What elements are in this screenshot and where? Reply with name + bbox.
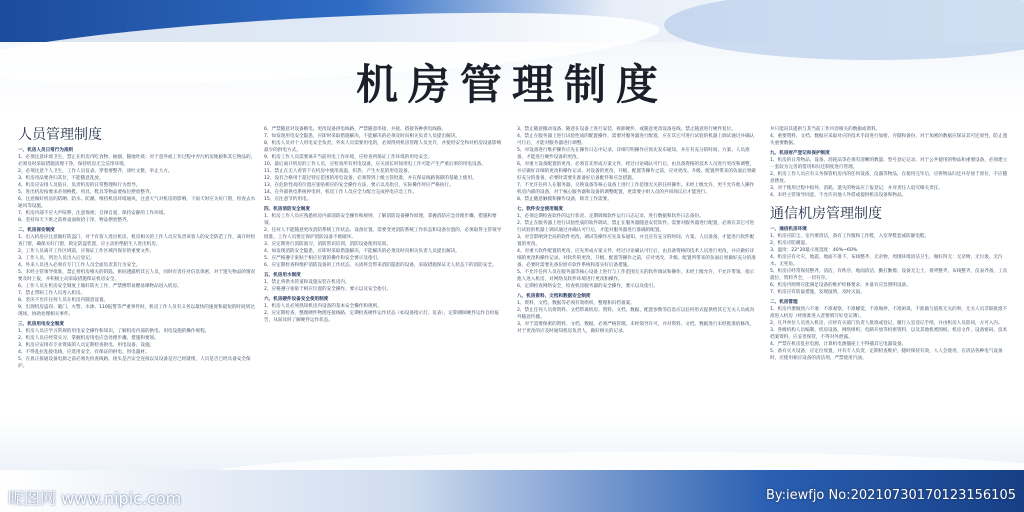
rule-item: 2、机房应防潮湿。 (770, 241, 810, 246)
rule-item: 2、应定期检查、整理硬件物理连接线路，定期检查硬件运作状态（如设备指示灯、仪表），定期调阅硬件运作自检报告，从而及时了解硬件运作状态。 (264, 311, 499, 323)
rule-item: 6、注意做好机房的防晒、防水、防潮、维持机房环境通风，注意天气对机房的影响，下雨天时应关好门窗，检查去水通风等设施。 (18, 197, 256, 209)
rule-item: 5、对设备进行维护操作应先在操作日志中记录，详细写明操作应预先发布通知，并应有充分的时间、方案、人员准备，才能进行硬件设备的更改。 (517, 148, 750, 160)
subsection-heading: 七、软件安全使用制度 (517, 207, 563, 212)
rule-item: 10、最后离开机房的工作人员，应检查所有用电设备，应关闭长时间用电工作可能产生严重后果的用电设备。 (264, 162, 486, 167)
rule-item: 2、机房人员应经常实习，掌握机房用电应急处理步骤、措施和要领。 (18, 336, 159, 341)
rule-item: 2、任何人不能随意更改消防系统工作状态、设备位置。需要变更消防系统工作状态和设备位置的，必须取得主管领导批准。工作人员要定保护消防设备不被破坏。 (264, 228, 502, 240)
rule-item: 9、出现机房盗窃、破门、火警、水渗、110报警等严重事件时，机房工作人员有义务以最快的速度和最短的时间到达现场，协助处理相关事件。 (18, 305, 255, 317)
rule-item: 1、机房应防尘，室内要清洁，备有工作服和工作鞋，入室穿鞋套或防静电鞋。 (770, 234, 930, 239)
rule-item: 1、必须定期检查软件的运行状况、定期调阅软件运行日志记录，进行数据和软件日志备份。 (517, 214, 704, 219)
rule-item: 6、机房内照明应能满足设备的维护检修要求，并备有应急照明设备。 (770, 283, 911, 288)
rule-item: 5、机房应经常保持整齐，清洁，有秩序，地面清洁，勤打勤擦，设备无尘土，排列整齐，布线整齐，仪表齐备，工具就位，资料齐全，一切有序。 (770, 269, 1008, 281)
rule-item: 1、机房工作人员应熟悉机房内部消防安全操作和规则，了解消防设备操作原理，掌握消防应急处理步骤、措施和要领。 (264, 214, 497, 226)
rule-item: 3、对会影响到全局的软件更改，调试等操作应先发布通知，并且应有充分的时间、方案、人员准备，才能进行软件配置的更改。 (517, 235, 755, 247)
rule-item: 6、定期检查网络安全，检查机房服务器的安全操作，要示以及指引。 (517, 284, 658, 289)
subsection-heading: 六、机房硬件设备安全使用制度 (264, 297, 329, 302)
text-column-4 (770, 126, 1010, 362)
rule-item: 7、禁止带病工作人员进入机房。 (18, 291, 86, 296)
rule-item: 1、资料、文档、数据等必须有效组织，整理和归档备案。 (517, 301, 635, 306)
rule-item: 3、机房用品要各归其位，不能随意乱放。 (18, 176, 104, 181)
rule-item: 1、出入机房应注意做好防盗门，对于有客人进出机房，机房相关的工作人员应负责该客人的安全防范工作，离开时检查门窗，确保关好门窗，锁定防盗装置，应主动拒绝陌生人进出机房。 (18, 235, 256, 247)
top-decor-wave (664, 0, 1024, 60)
rule-item: 2、必须注意个人卫生，工作人员仪表、穿着要整齐，谈吐文雅，举止大方。 (18, 169, 173, 174)
rule-item: 8、坚持每天下班之前将桌面收拾干净，物品摆放整齐。 (18, 218, 132, 223)
rule-item: 并只能向其提供与其当前工作内容相关的数据或资料。 (770, 127, 881, 132)
rule-item: 14、在外部供电系统停电时，机房工作人员应全力配合完成停电应急工作。 (264, 190, 417, 195)
rule-item: 12、没有合格用于超过特定范围的用电设备，必须得到上级主管批准，并在保证线路保障的基础上使用。 (264, 176, 477, 181)
subsection-heading: 九、机房财产登记和保护制度 (770, 151, 830, 156)
rule-item: 4、如发现消防安全隐患，应即时采取措施解决，不能解决的必须及时向相关负责人员提出解决。 (264, 249, 460, 254)
subsection-heading: 一、通信机房环境 (770, 227, 807, 232)
rule-item: 6、对重大设备配置的更改，必须首先形成方案文件，经过讨论确认可行后，由具备资格的技术人员进行更改和调整，并应做好详细的更改和操作记录。对设备的更改、升级、配置等操作之前，应对更改、升级、配置所带来的负面后果做好充分的准备，必要时需要先准备好后备配件和应急措施。 (517, 162, 756, 181)
rule-item: 5、在真正接通设备电源之前必须先检查线路、接头是否安全连接以及设备是否已经就绪，人员是否已经具备安全保护。 (18, 357, 251, 369)
rule-item: 7、如发现用电安全隐患，应即时采取措施解决，不能解决的必须及时向相关负责人员提出解决。 (264, 134, 460, 139)
rule-item: 7、机房应有防鼠措施，发现鼠情，及时灭鼠。 (770, 290, 865, 295)
rule-item: 13、在危险性高的位置应张贴相应的安全操作方法，要示以及指引，实际操作时应严格执行。 (264, 183, 454, 188)
rule-item: 4、对重大软件配置的更改，应先形成方案文件，经过讨论确认可行后，由具备资格的技术人员进行更改，并应做好详细的更改和操作记录。对软件的更改、升级、配置等操作之前，应对更改、升级、配置所带来的负面后果做好充分的准备，必要时需要先备份原有软件系统和落实好后备措施。 (517, 249, 756, 268)
subsection-heading: 二、机房管理 (770, 300, 798, 305)
rule-item: 5、未经主管领导批准，禁止将机房相关的钥匙、密码透露给其它人员，同时有责任对信息保密，对于遗失物品的情况要及时上报，并积极主动采取措施保证机房安全。 (18, 270, 256, 282)
rule-item: 1、机房人员必须熟知机房内设备的基本安全操作和规则。 (264, 304, 382, 309)
rule-item: 11、禁止在无人看管下在机房中使用高温、炽热、产生火花的用电设备。 (264, 169, 413, 174)
rule-item: 4、不得乱拉乱接电线，应选用安全、有保证的供电、用电器材。 (18, 350, 150, 355)
rule-item: 7、机房内部不应大声喧哗，注意保密；自律自爱，保持安静的工作环境。 (18, 211, 168, 216)
rule-item: 6、工作人员在机房安全制度上做好防火工作，严禁携带易燃易爆物品进入机房。 (18, 284, 182, 289)
rule-item: 2、工作人员离开工作区域前，应保证工作区域内保存的重要文件。 (18, 249, 155, 254)
rule-item: 2、禁止任何人员将资料、文档带离机房。资料、文档、数据、配置参数等信息应以任何形式提供给其它无关人员或向外随意传播。 (517, 308, 755, 320)
rule-item: 4、机房应有火灾、地震、地面不准下，布线整齐，无杂物，周围环境清洁卫生，做好四无：无杂物、无垃圾、无污水、无死角。 (770, 255, 1003, 267)
section-heading: 人员管理制度 (18, 127, 102, 143)
rule-item: 2、应格遵守张贴于相应位置的安全操作、要示以及安全指引。 (264, 287, 391, 292)
subsection-heading: 八、机房资料、文档和数据安全制度 (517, 294, 591, 299)
rule-item: 3、对于使用过程中损坏，消耗、遗失的物品应上报登记，并对责任人追究相关责任。 (770, 186, 943, 191)
rule-item: 1、必须注意环境卫生，禁止在机房内吃食物、抽烟、随地吐痰；对于意外或工作过程中弄污机房地板和其它物品的，必须及时采取措施清理干净，保持机房无尘洁净环境。 (18, 155, 256, 167)
rule-item: 2、禁止在服务器上进行试验性质的软件调试，禁止在服务器随意安装软件。需要对服务器进行配置，必须在其它可进行试验的机器上调试通过并确认可行后，才能对服务器进行准确的配置。 (517, 221, 755, 233)
rule-item: 1、机房的日常物品、设备、消耗品等必须有清晰的数量、型号登记记录，对于公共使用的物品和重要设备，必须建立一套较为完善的借用和归还制度进行管理。 (770, 158, 1008, 170)
rule-item: 7、不允许任何人在服务器、交换设备等核心设备上进行工作范围无关的任何操作。未经上级允许，更不允许他人操作机房内部的设备，对于核心服务器和设备的调整配置，更需要小组人员的共同商议后才能进行。 (517, 183, 755, 195)
rule-item: 8、机房人员对个人用电安全负责，外来人员需要用电的，必须得到机房管理人员允许，并使用安全和对机房设备影响最少的供电方式。 (264, 141, 502, 153)
rule-item: 4、机房应安排人员值日，负责机房的日常整理和行为督导。 (18, 183, 141, 188)
rule-item: 5、不允许任何人员在服务器等核心设备上进行与工作范围无关的软件调试和操作。未经上级允许，不允许带领、指示他人进入机房，对网络及软件环境进行更改和操作。 (517, 270, 755, 282)
rule-item: 3、工作人员，到达人员出入后登记。 (18, 256, 95, 261)
rule-item: 4、严禁在机房乱拉电源，计算机电源插座上不得插其它电器设备。 (770, 342, 907, 347)
rule-item: 4、重要资料、文档、数据应采取对应的技术手段进行加密、存储和备份，对于加密的数据应保证其可还原性，防止遗失重要数据。 (770, 134, 1008, 146)
rule-item: 3、温度：22°20最示度湿度：40%~60% (770, 248, 858, 253)
rule-item: 8、禁止随意触摸和操作设备，除非工作需要。 (517, 197, 612, 202)
rule-item: 4、禁止在服务器上进行试验性质的配置操作，需要对服务器进行配置，应在其它可进行试验的机器上调试通过并确认可行后，才能对服务器进行调整。 (517, 134, 755, 146)
rule-item: 2、凡外单位人员进入机房，应经有关部门负责人批准或登记，履行入室登记手续，并由机房人员陪同，方可入内。 (770, 321, 1003, 326)
text-column-3 (517, 126, 757, 335)
rule-item: 5、进出机房按要求必须换鞋、用具，鞋具等物品要按位摆放整齐。 (18, 190, 155, 195)
subsection-heading: 五、机房用水制度 (264, 273, 301, 278)
rule-item: 5、应严格遵守张贴于相应位置的操作和安全要示及指引。 (264, 256, 382, 261)
rule-item: 2、机房工作人员应有义务保管机房内的任何设备，仪器等物品，在使用完毕后，应将物品归还并存放于原位，不应随意摆放。 (770, 172, 1008, 184)
watermark-site: 昵图网 www.nipic.com (8, 489, 182, 508)
rule-item: 4、未经主管领导同意，不允许向他人外借或提供机房设备和物品。 (770, 193, 907, 198)
watermark-id: By:iewfjo No:20210730170123156105 (765, 488, 1016, 503)
rule-item: 1、禁止将供水管道和设施安装在机房内。 (264, 280, 350, 285)
subsection-heading: 二、机房保安制度 (18, 228, 55, 233)
section-heading: 通信机房管理制度 (770, 206, 882, 222)
subsection-heading: 一、机房人员日常行为准则 (18, 148, 74, 153)
rule-item: 8、坚决不允许任何人员在机房内随意设置。 (18, 298, 109, 303)
rule-item: 3、各级机构人员编制，机房设备，网络组织，电路开放等机密资料，以及其他机密图纸，机房文件，设备密码，技术档案资料，应妥善保管，不得对外泄露。 (770, 328, 1008, 340)
rule-item: 3、对于需要保密的资料、文档、数据，必须严格管理。未经领导许可，并对资料、文档、数据进行未经批准的修改，对于更改的应及时通知机房负责人，做好相关的记录。 (517, 322, 755, 334)
rule-item: 5、备有灭火设备，应定位放置，并有专人负责，定期检查维护，随时保持有效，人人会使用，在清洁各种电气设备时，应使用相应设备的清洁剂，严禁使用汽油。 (770, 349, 1003, 361)
rule-item: 1、机房人员应学习常规的用电安全操作和知识，了解机房内部的供电、用电设施的操作规程。 (18, 329, 210, 334)
rule-item: 6、严禁随意对设备断电、更改设备供电线路，严禁随意串接、并接、搭接各种供电线路。 (264, 127, 447, 132)
rule-item: 3、机房应安排有专业资质的人员定期检查供电、用电设备、设施。 (18, 343, 155, 348)
rule-item: 4、外来人员进入必须有专门工作人员全面负责其行为安全。 (18, 263, 141, 268)
rule-item: 15、应注意节约用电。 (264, 197, 312, 202)
rule-item: 3、应定期进行消防演习，消防常识培训，消防设备使用培训。 (264, 242, 391, 247)
subsection-heading: 三、机房用电安全制度 (18, 322, 64, 327)
text-column-2 (264, 126, 504, 324)
page-title: 机房管理制度 (355, 60, 668, 109)
rule-item: 6、应定期检查和维护消防设备的工作状态，关闭将会带来消防隐患的设备，采取措施保证无人状态下的消防安全。 (264, 263, 497, 268)
rule-item: 9、机房工作人员需要离开当前用电工作环境，应检查所保证工作环境的用电安全。 (264, 155, 433, 160)
rule-item: 3、禁止随意搬动设备、随意在设备上进行安装、拆卸硬件，或随意更改设备连线、禁止随意进行硬件复位。 (517, 127, 736, 132)
rule-item: 1、机房内要做到六不准：不准观察，不准睡觉，不准喝停，不准闲谈，不准做与值班无关的事，无关人员非联批准不准进入机房（经批准进入者要填写好登记簿）。 (770, 307, 1008, 319)
text-column-1 (18, 126, 258, 370)
subsection-heading: 四、机房消防安全制度 (264, 207, 310, 212)
